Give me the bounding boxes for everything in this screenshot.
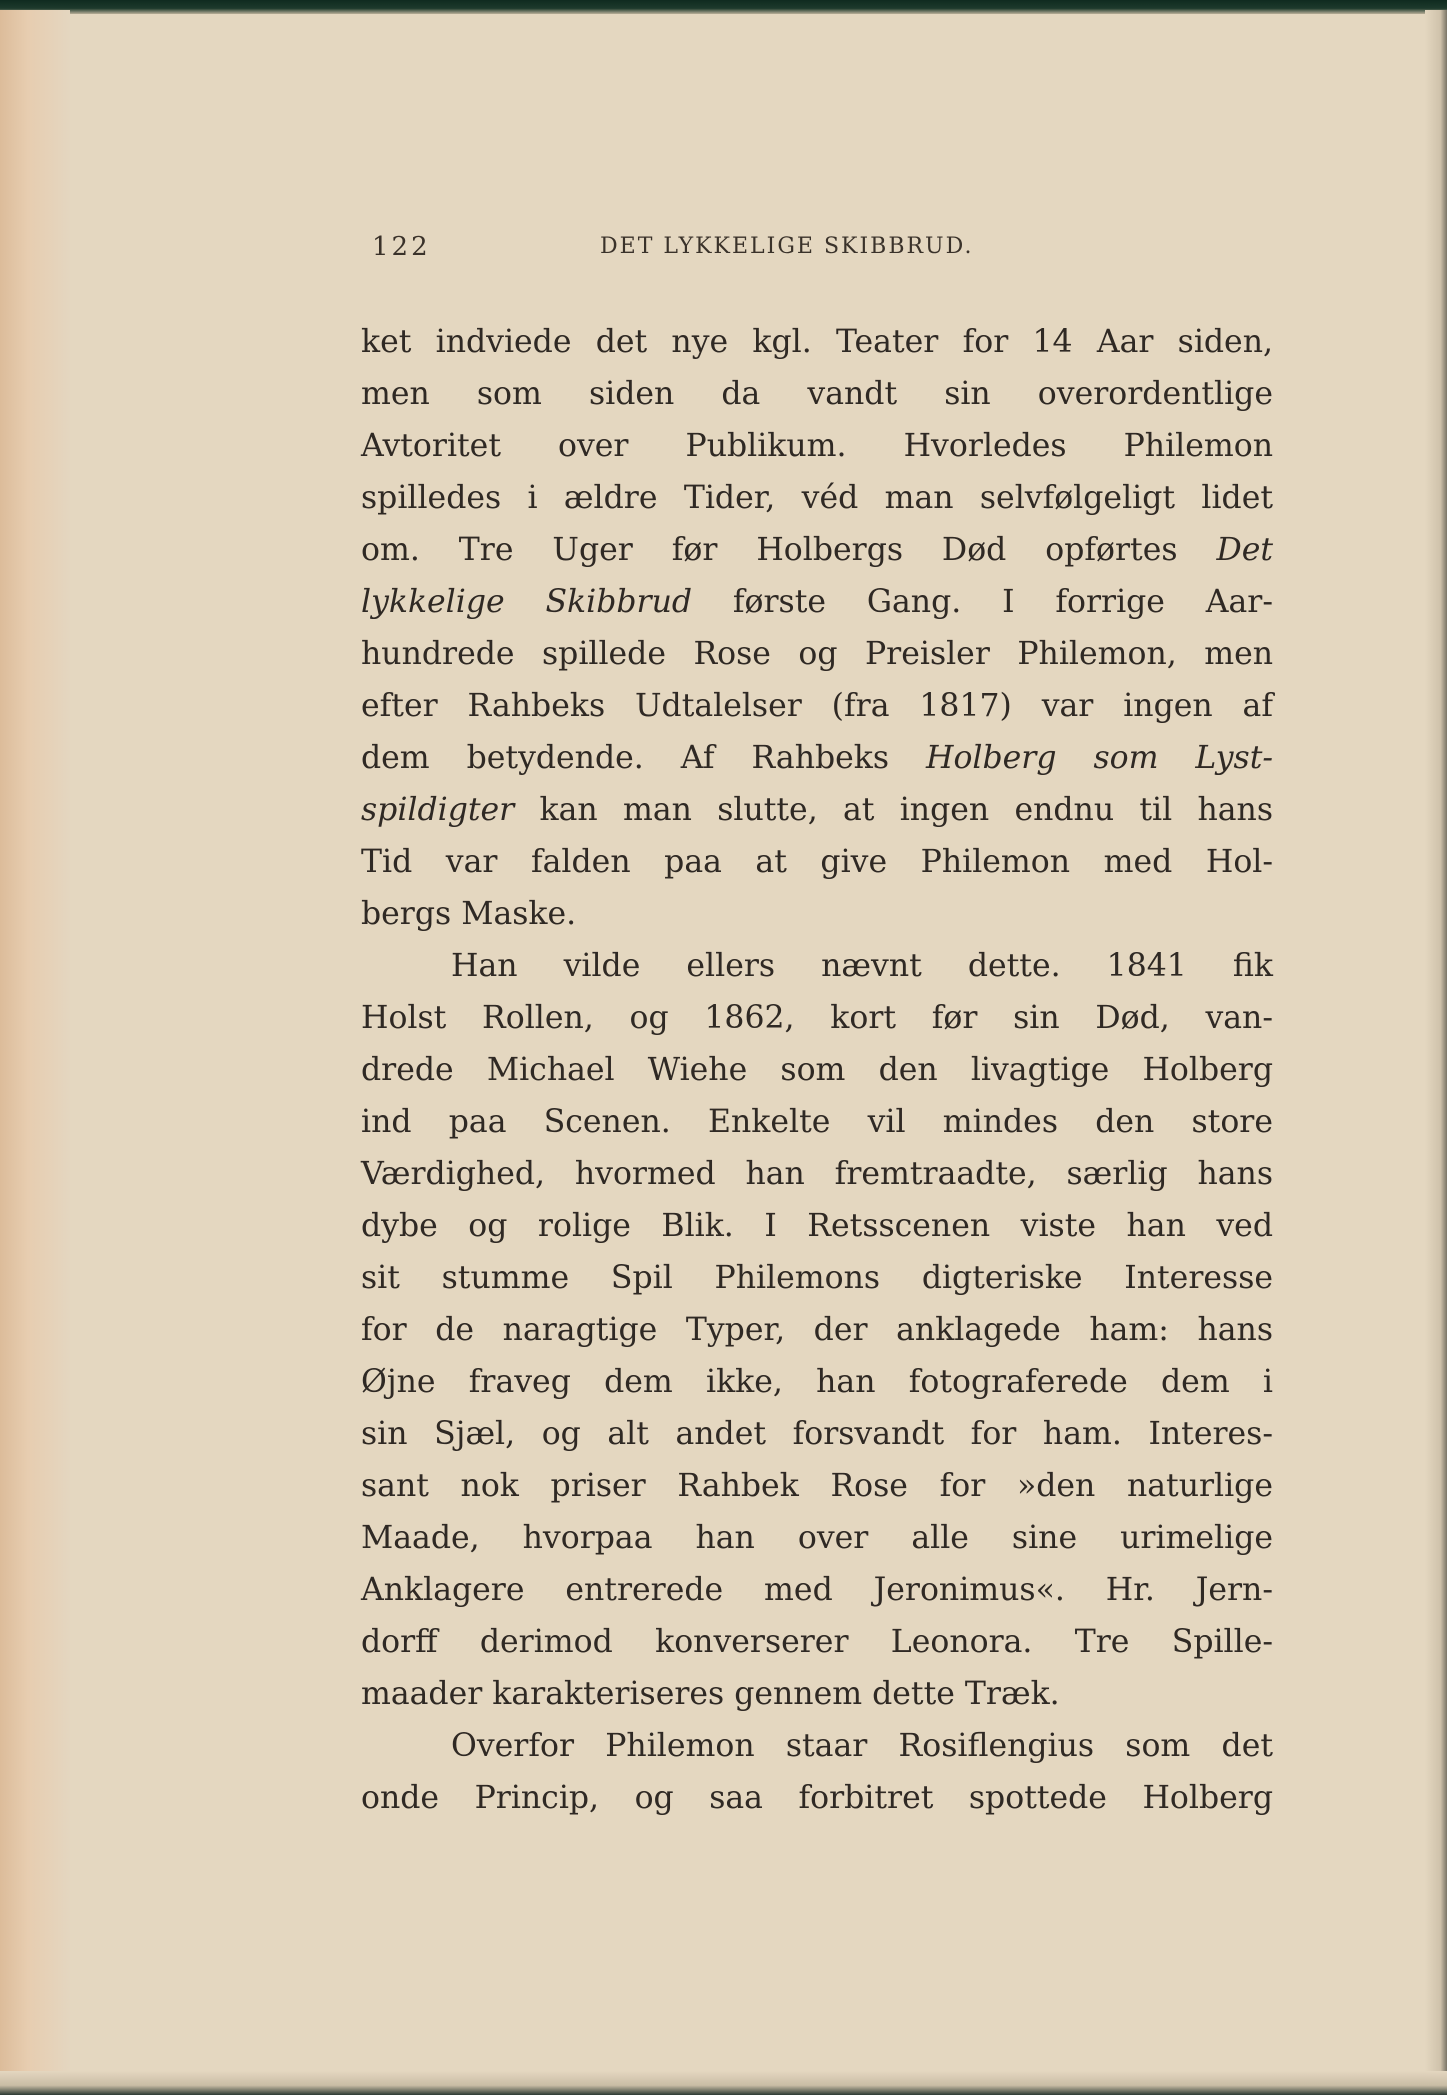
text-line [361, 784, 1273, 836]
page-number: 122 [372, 232, 431, 262]
italic-title: Holberg som Lyst- [925, 740, 1273, 776]
text-line: Han vilde ellers nævnt dette. 1841 fik [451, 948, 1273, 984]
text-segment: kan man slutte, at ingen endnu til hans [539, 792, 1274, 828]
text-segment: om. Tre Uger før Holbergs Død opførtes [361, 532, 1178, 568]
text-line: for de naragtige Typer, der anklagede ham: hans [361, 1312, 1273, 1348]
page-header [372, 232, 1292, 268]
text-line [361, 524, 1273, 576]
text-line: sin Sjæl, og alt andet forsvandt for ham. Interes- [361, 1416, 1273, 1452]
page-edge-right [1425, 10, 1447, 2095]
text-line: Maade, hvorpaa han over alle sine urimelige [361, 1520, 1273, 1556]
text-segment: dem betydende. Af Rahbeks [361, 740, 890, 776]
italic-title: lykkelige Skibbrud [361, 584, 693, 620]
text-line: sit stumme Spil Philemons digteriske Interesse [361, 1260, 1273, 1296]
text-line: Værdighed, hvormed han fremtraadte, særlig hans [361, 1156, 1273, 1192]
text-line: men som siden da vandt sin overordentlige [361, 376, 1273, 412]
text-line: Holst Rollen, og 1862, kort før sin Død, van- [361, 1000, 1273, 1036]
italic-title: spildigter [361, 792, 515, 828]
running-title: DET LYKKELIGE SKIBBRUD. [600, 234, 974, 259]
paragraph [361, 1720, 1273, 1824]
text-line: Øjne fraveg dem ikke, han fotograferede dem i [361, 1364, 1273, 1400]
text-line: bergs Maske. [361, 896, 577, 932]
text-line: dorff derimod konverserer Leonora. Tre Spille- [361, 1624, 1273, 1660]
text-line: spilledes i ældre Tider, véd man selvfølgeligt lidet [361, 480, 1273, 516]
text-line: Tid var falden paa at give Philemon med Hol- [361, 844, 1273, 880]
paragraph [361, 940, 1273, 1720]
text-segment: første Gang. I forrige Aar- [732, 584, 1274, 620]
page-edge-bottom [0, 2071, 1447, 2095]
italic-title: Det [1216, 532, 1273, 568]
page-gutter-left [0, 10, 70, 2095]
text-line: drede Michael Wiehe som den livagtige Holberg [361, 1052, 1273, 1088]
text-line: ind paa Scenen. Enkelte vil mindes den store [361, 1104, 1273, 1140]
text-line: dybe og rolige Blik. I Retsscenen viste han ved [361, 1208, 1273, 1244]
body-text [361, 316, 1273, 1824]
text-line: Overfor Philemon staar Rosiflengius som det [451, 1728, 1273, 1764]
text-line: Avtoritet over Publikum. Hvorledes Philemon [361, 428, 1273, 464]
text-line: efter Rahbeks Udtalelser (fra 1817) var ingen af [361, 688, 1273, 724]
paragraph [361, 316, 1273, 940]
text-line: onde Princip, og saa forbitret spottede Holberg [361, 1780, 1273, 1816]
text-line: Anklagere entrerede med Jeronimus«. Hr. Jern- [361, 1572, 1273, 1608]
text-line [361, 576, 1273, 628]
book-cover-edge-top [0, 0, 1447, 14]
text-line: ket indviede det nye kgl. Teater for 14 Aar siden, [361, 324, 1273, 360]
text-line: hundrede spillede Rose og Preisler Philemon, men [361, 636, 1273, 672]
text-line: sant nok priser Rahbek Rose for »den naturlige [361, 1468, 1273, 1504]
text-line [361, 732, 1273, 784]
text-line: maader karakteriseres gennem dette Træk. [361, 1676, 1060, 1712]
